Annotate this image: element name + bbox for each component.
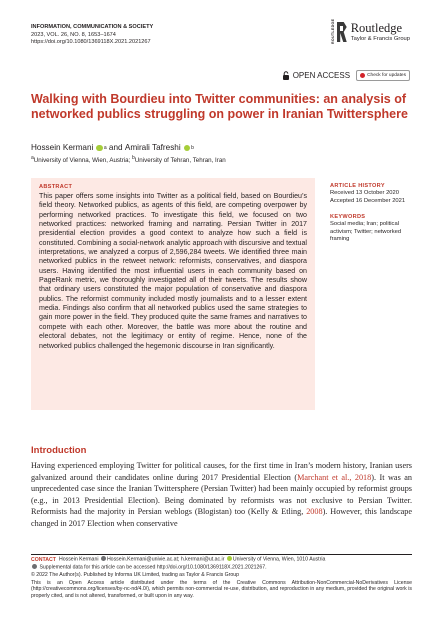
abstract-box bbox=[31, 178, 315, 410]
abstract-heading: ABSTRACT bbox=[39, 184, 73, 190]
affiliations bbox=[31, 154, 226, 165]
history-heading: ARTICLE HISTORY bbox=[330, 183, 385, 189]
access-badges bbox=[282, 70, 410, 81]
body-text-run: ). However, this landscape changed in 2017 Election when conservative bbox=[31, 507, 413, 528]
crossmark-icon bbox=[360, 73, 365, 78]
contact-emails[interactable]: Hossein.Kermani@univie.ac.at; h.kermani@ut.ac.ir bbox=[106, 556, 225, 563]
routledge-logo-icon bbox=[337, 22, 347, 42]
publisher-name: Routledge bbox=[350, 21, 403, 35]
author-name[interactable]: Hossein Kermani bbox=[31, 143, 94, 152]
contact-name: Hossein Kermani bbox=[58, 556, 99, 563]
article-sidebar bbox=[330, 183, 420, 244]
publisher-vertical-text: ROUTLEDGE bbox=[330, 18, 335, 44]
author-name[interactable]: Amirali Tafreshi bbox=[124, 143, 181, 152]
open-access-badge bbox=[282, 71, 350, 80]
citation-link[interactable]: 2008 bbox=[306, 507, 323, 517]
journal-name: INFORMATION, COMMUNICATION & SOCIETY bbox=[31, 24, 154, 30]
orcid-icon[interactable] bbox=[96, 145, 103, 152]
copyright-line: © 2022 The Author(s). Published by Informa UK Limited, trading as Taylor & Francis Group bbox=[31, 572, 240, 579]
affiliation-marker: b bbox=[132, 154, 135, 161]
section-heading: Introduction bbox=[31, 445, 87, 456]
affiliation-text: University of Vienna, Wien, Austria; bbox=[33, 157, 133, 164]
supplemental-text[interactable]: Supplemental data for this article can be accessed http://doi.org/10.1080/1369118X.2021.2021267. bbox=[39, 564, 267, 571]
check-updates-button[interactable] bbox=[356, 70, 410, 81]
keywords-heading: KEYWORDS bbox=[330, 214, 366, 220]
affiliation-marker: a bbox=[31, 154, 34, 161]
article-title: Walking with Bourdieu into Twitter communities: an analysis of networked publics struggling on power in Iranian Twittersphere bbox=[31, 92, 408, 122]
body-text-run: ). It was an unprecedented case since the Iranian Twittersphere (Persian Twitter) had been mainly occupied by reformist groups (e.g., in 2013 Presidential Election). Being dominated by reformists was not exclusive to Persian Twitter. Reformists had the majority in Persian weblogs (Blogistan) too (Kelly & Etling, bbox=[31, 472, 412, 517]
accepted-date: Accepted 16 December 2021 bbox=[330, 197, 406, 204]
body-text-run: Having experienced employing Twitter for political causes, for the first time in Iran’s modern history, Iranian users galvanized around their candidates online during 2017 Presidential Election ( bbox=[31, 461, 412, 482]
affiliation-icon bbox=[227, 556, 232, 561]
publisher-logo bbox=[330, 18, 410, 44]
publisher-group: Taylor & Francis Group bbox=[350, 36, 410, 42]
body-paragraph bbox=[31, 460, 412, 530]
orcid-icon[interactable] bbox=[184, 145, 191, 152]
contact-label: CONTACT bbox=[31, 556, 56, 563]
author-conjunction: and bbox=[108, 143, 123, 152]
contact-line bbox=[31, 556, 412, 563]
page-footer bbox=[31, 556, 412, 601]
abstract-text: This paper offers some insights into Twitter as a political field, based on Bourdieu’s field theory. Networked publics, as agents of this field, are competing overpower by performing networked practices. To investigate this field, we focused on two networked practices: networked framing and narrating. Persian Twitter in 2017 presidential election provides a good context to analyze how such a field is constituted. Combining a social-network analytic approach with discursive and textual interpretations, we analyzed a corpus of 2,596,284 tweets. We identified three main networked publics in the retweet network: reformists, conservatives, and diaspora users. Having identified the most influential users in each community based on PageRank metric, we thoroughly investigated all of their tweets. The results show that ordinary users constituted the major population of conservative and diaspora publics. The reformist community included mostly journalists and to a lesser extent media. Findings also confirm that all networked publics used the same strategies to gain more power in the field. They produced quite the same frames and narratives to compete with each other. Moreover, the battle was more about the routine and electoral debates, not the legitimacy or entity of regime. Hence, none of the networked publics challenged the hegemonic discourse in Iran significantly. bbox=[39, 192, 307, 350]
contact-affiliation: University of Vienna, Wien, 1010 Austria bbox=[232, 556, 326, 563]
open-lock-icon bbox=[282, 71, 290, 80]
received-date: Received 13 October 2020 bbox=[330, 190, 399, 196]
supplemental-icon bbox=[32, 564, 37, 569]
footer-divider bbox=[31, 554, 412, 555]
keywords-text: Social media; Iran; political activism; Twitter; networked framing bbox=[330, 221, 402, 242]
journal-volume: 2023, VOL. 26, NO. 8, 1653–1674 bbox=[31, 31, 116, 38]
citation-link[interactable]: Marchant et al., 2018 bbox=[297, 472, 372, 482]
check-updates-label: Check for updates bbox=[367, 73, 406, 78]
affiliation-text: University of Tehran, Tehran, Iran bbox=[134, 157, 226, 164]
open-access-label: OPEN ACCESS bbox=[292, 71, 351, 80]
journal-doi-link[interactable]: https://doi.org/10.1080/1369118X.2021.2021267 bbox=[31, 39, 151, 46]
supplemental-line bbox=[31, 564, 412, 571]
author-line: Hossein Kermani a and Amirali Tafreshi b bbox=[31, 143, 194, 152]
license-text: This is an Open Access article distributed under the terms of the Creative Commons Attribution-NonCommercial-NoDerivatives License (http://creativecommons.org/licenses/by-nc-nd/4.0/), which permits non-commercial re-use, distribution, and reproduction in any medium, provided the original work is properly cited, and is not altered, transformed, or built upon in any way. bbox=[31, 579, 412, 599]
journal-header bbox=[31, 24, 153, 47]
email-icon bbox=[101, 556, 106, 561]
